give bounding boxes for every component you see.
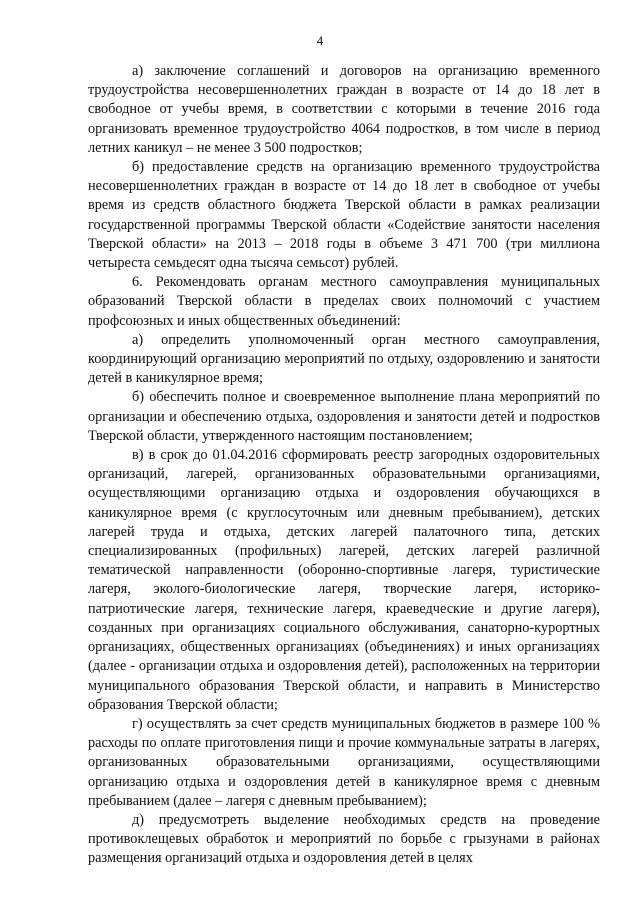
document-body bbox=[88, 62, 600, 869]
paragraph-6g-budget: г) осуществлять за счет средств муниципальных бюджетов в размере 100 % расходы по оплате приготовления пищи и прочие коммунальные затраты в лагерях, организованных образовательными организациями, осуществляющими организацию отдыха и оздоровления детей в каникулярное время с дневным пребыванием (далее – лагеря с дневным пребыванием); bbox=[88, 715, 600, 809]
paragraph-5b-funding: б) предоставление средств на организацию временного трудоустройства несовершеннолетних граждан в возрасте от 14 до 18 лет в свободное от учебы время из средств областного бюджета Тверской области в рамках реализации государственной программы Тверской области «Содействие занятости населения Тверской области» на 2013 – 2018 годы в объеме 3 471 700 (три миллиона четыреста семьдесят одна тысяча семьсот) рублей. bbox=[88, 159, 600, 272]
paragraph-6d-treatment: д) предусмотреть выделение необходимых средств на проведение противоклещевых обработок и мероприятий по борьбе с грызунами в районах размещения организаций отдыха и оздоровления детей в целях bbox=[88, 811, 600, 867]
paragraph-6a-authority: а) определить уполномоченный орган местного самоуправления, координирующий организацию мероприятий по отдыху, оздоровлению и занятости детей в каникулярное время; bbox=[88, 331, 600, 387]
page-number: 4 bbox=[316, 33, 324, 48]
paragraph-6v-registry: в) в срок до 01.04.2016 сформировать реестр загородных оздоровительных организаций, лагерей, организованных образовательными организациями, осуществляющими организацию отдыха и оздоровления обучающихся в каникулярное время (с круглосуточным или дневным пребыванием), детских лагерей труда и отдыха, детских лагерей палаточного типа, детских специализированных (профильных) лагерей, детских лагерей различной тематической направленности (оборонно-спортивные лагеря, туристические лагеря, эколого-биологические лагеря, творческие лагеря, историко-патриотические лагеря, технические лагеря, краеведческие и другие лагеря), созданных при организациях социального обслуживания, санаторно-курортных организациях, общественных организациях (объединениях) и иных организациях (далее - организации отдыха и оздоровления детей), расположенных на территории муниципального образования Тверской области, и направить в Министерство образования Тверской области; bbox=[88, 447, 600, 713]
paragraph-6b-plan: б) обеспечить полное и своевременное выполнение плана мероприятий по организации и обеспечению отдыха, оздоровления и занятости детей и подростков Тверской области, утвержденного настоящим постановлением; bbox=[88, 389, 600, 444]
paragraph-6-recommendation: 6. Рекомендовать органам местного самоуправления муниципальных образований Тверской области в пределах своих полномочий с участием профсоюзных и иных общественных объединений: bbox=[88, 274, 600, 329]
paragraph-5a-agreements: а) заключение соглашений и договоров на организацию временного трудоустройства несовершеннолетних граждан в возрасте от 14 до 18 лет в свободное от учебы время, в соответствии с которыми в течение 2016 года организовать временное трудоустройство 4064 подростков, в том числе в период летних каникул – не менее 3 500 подростков; bbox=[88, 63, 600, 156]
